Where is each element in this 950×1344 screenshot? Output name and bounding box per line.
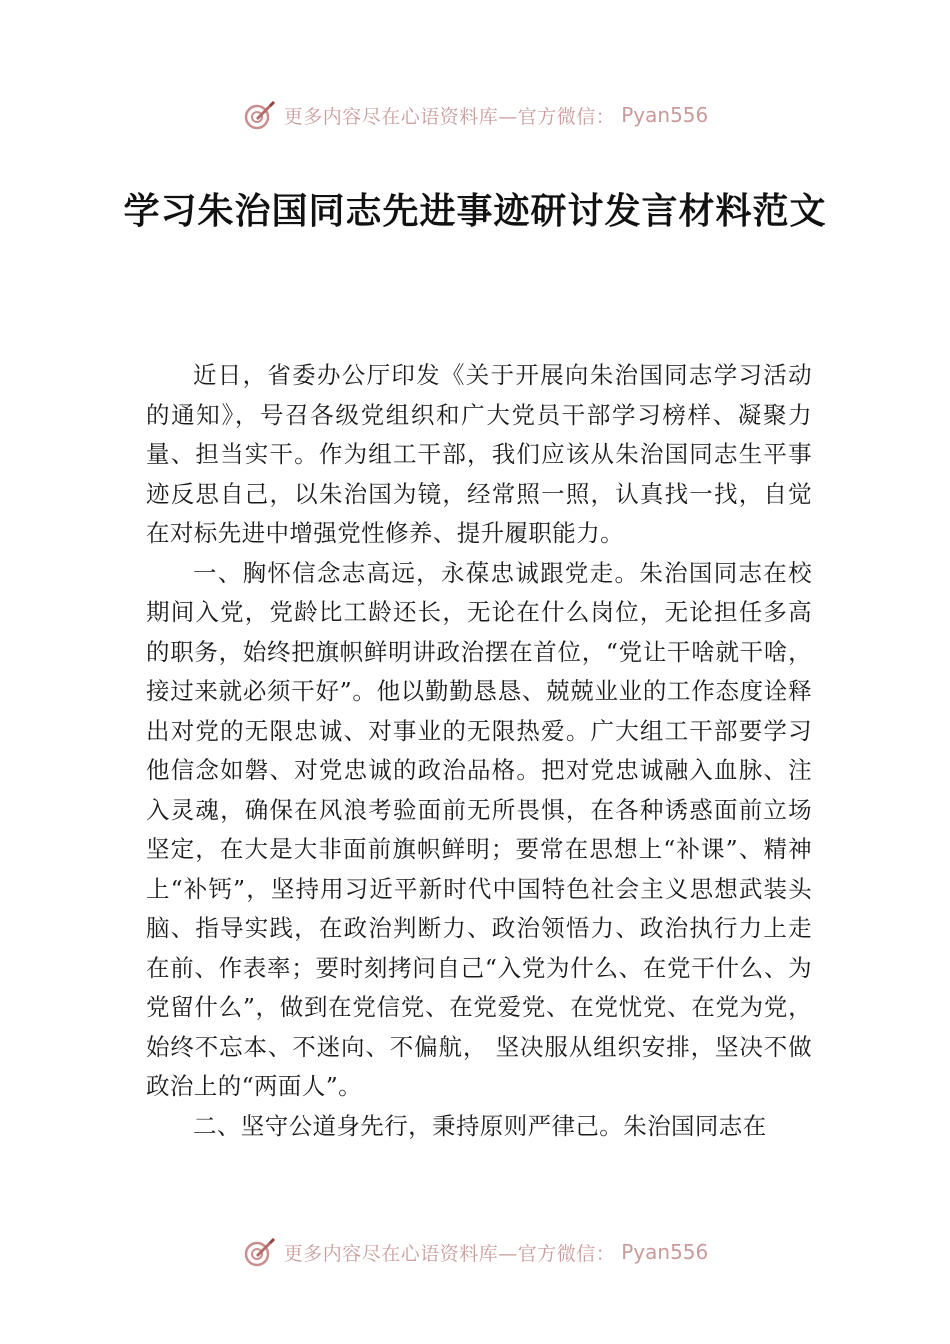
watermark-text: 更多内容尽在心语资料库—官方微信： xyxy=(283,1242,616,1265)
header-watermark xyxy=(0,95,950,135)
quill-pen-logo-icon xyxy=(242,97,278,133)
watermark-wechat-id: Pyan556 xyxy=(621,103,709,127)
watermark-text: 更多内容尽在心语资料库—官方微信： xyxy=(283,105,616,128)
watermark-wechat-id: Pyan556 xyxy=(621,1240,709,1264)
document-title: 学习朱治国同志先进事迹研讨发言材料范文 xyxy=(123,191,827,232)
document-body xyxy=(146,356,812,1146)
body-paragraph: 一、胸怀信念志高远，永葆忠诚跟党走。朱治国同志在校期间入党，党龄比工龄还长，无论在什么岗位，无论担任多高的职务，始终把旗帜鲜明讲政治摆在首位，“党让干啥就干啥，接过来就必须干好”。他以勤勤恳恳、兢兢业业的工作态度诠释出对党的无限忠诚、对事业的无限热爱。广大组工干部要学习他信念如磐、对党忠诚的政治品格。把对党忠诚融入血脉、注入灵魂，确保在风浪考验面前无所畏惧，在各种诱惑面前立场坚定，在大是大非面前旗帜鲜明；要常在思想上“补课”、精神上“补钙”，坚持用习近平新时代中国特色社会主义思想武装头脑、指导实践，在政治判断力、政治领悟力、政治执行力上走在前、作表率；要时刻拷问自己“入党为什么、在党干什么、为党留什么”，做到在党信党、在党爱党、在党忧党、在党为党，始终不忘本、不迷向、不偏航， 坚决服从组织安排，坚决不做政治上的“两面人”。 xyxy=(146,558,812,1100)
footer-watermark xyxy=(0,1232,950,1272)
body-paragraph: 近日，省委办公厅印发《关于开展向朱治国同志学习活动的通知》，号召各级党组织和广大党员干部学习榜样、凝聚力量、担当实干。作为组工干部，我们应该从朱治国同志生平事迹反思自己，以朱治国为镜，经常照一照，认真找一找，自觉在对标先进中增强党性修养、提升履职能力。 xyxy=(146,361,812,547)
quill-pen-logo-icon xyxy=(242,1234,278,1270)
body-paragraph: 二、坚守公道身先行，秉持原则严律己。朱治国同志在 xyxy=(193,1111,767,1140)
